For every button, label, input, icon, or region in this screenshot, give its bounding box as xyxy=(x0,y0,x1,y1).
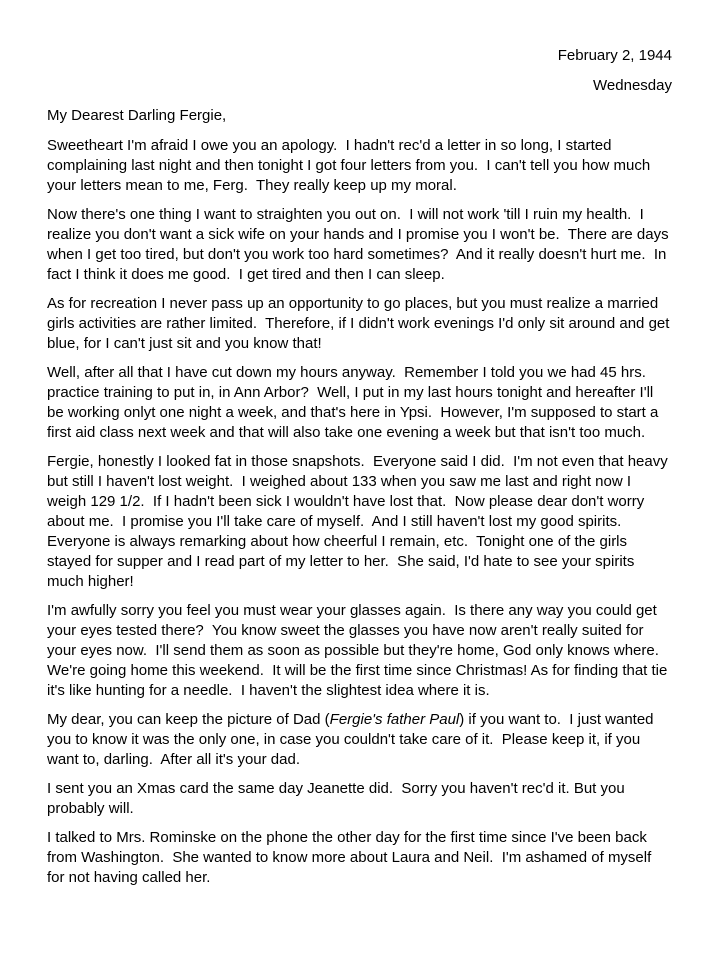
paragraph-hours-training: Well, after all that I have cut down my hours anyway. Remember I told you we had 45 hrs. practice training to put in, in Ann Arbor? Well, I put in my last hours tonight and hereafter I'll be working onlyt one night a week, and that's here in Ypsi. However, I'm supposed to start a first aid class next week and that will also take one evening a week but that isn't too much. xyxy=(47,364,663,441)
paragraph-work-health: Now there's one thing I want to straighten you out on. I will not work 'till I ruin my health. I realize you don't want a sick wife on your hands and I promise you I won't be. There are days when I get too tired, but don't you work too hard sometimes? And it really doesn't hurt me. In fact I think it does me good. I get tired and then I can sleep. xyxy=(47,206,673,283)
dad-picture-text-before: My dear, you can keep the picture of Dad ( xyxy=(47,711,330,728)
paragraph-apology-letters: Sweetheart I'm afraid I owe you an apology. I hadn't rec'd a letter in so long, I started complaining last night and then tonight I got four letters from you. I can't tell you how much your letters mean to me, Ferg. They really keep up my moral. xyxy=(47,137,655,194)
paragraph-recreation: As for recreation I never pass up an opportunity to go places, but you must realize a married girls activities are rather limited. Therefore, if I didn't work evenings I'd only sit around and get blue, for I can't just sit and you know that! xyxy=(47,295,674,352)
date-block xyxy=(47,46,672,96)
dad-picture-italic-note: Fergie's father Paul xyxy=(329,711,460,728)
paragraph-glasses: I'm awfully sorry you feel you must wear your glasses again. Is there any way you could get your eyes tested there? You know sweet the glasses you have now aren't really suited for your eyes now. I'll send them as soon as possible but they're home, God only knows where. We're going home this weekend. It will be the first time since Christmas! As for finding that tie it's like hunting for a needle. I haven't the slightest idea where it is. xyxy=(47,602,672,699)
letter-salutation: My Dearest Darling Fergie, xyxy=(47,107,227,124)
letter-day: Wednesday xyxy=(593,77,672,94)
paragraph-mrs-rominske: I talked to Mrs. Rominske on the phone the other day for the first time since I've been back from Washington. She wanted to know more about Laura and Neil. I'm ashamed of myself for not having called her. xyxy=(47,829,656,886)
paragraph-weight-spirits: Fergie, honestly I looked fat in those snapshots. Everyone said I did. I'm not even that heavy but still I haven't lost weight. I weighed about 133 when you saw me last and right now I weigh 129 1/2. If I hadn't been sick I wouldn't have lost that. Now please dear don't worry about me. I promise you I'll take care of myself. And I still haven't lost my good spirits. Everyone is always remarking about how cheerful I remain, etc. Tonight one of the girls stayed for supper and I read part of my letter to her. She said, I'd hate to see your spirits much higher! xyxy=(47,453,672,590)
paragraph-dad-picture xyxy=(47,710,672,770)
paragraph-xmas-card: I sent you an Xmas card the same day Jeanette did. Sorry you haven't rec'd it. But you probably will. xyxy=(47,780,629,817)
dad-picture-text-after: ) if you want to. I just wanted you to know it was the only one, in case you couldn't take care of it. Please keep it, if you want to, darling. After all it's your dad. xyxy=(47,711,658,768)
letter-date: February 2, 1944 xyxy=(557,47,672,64)
